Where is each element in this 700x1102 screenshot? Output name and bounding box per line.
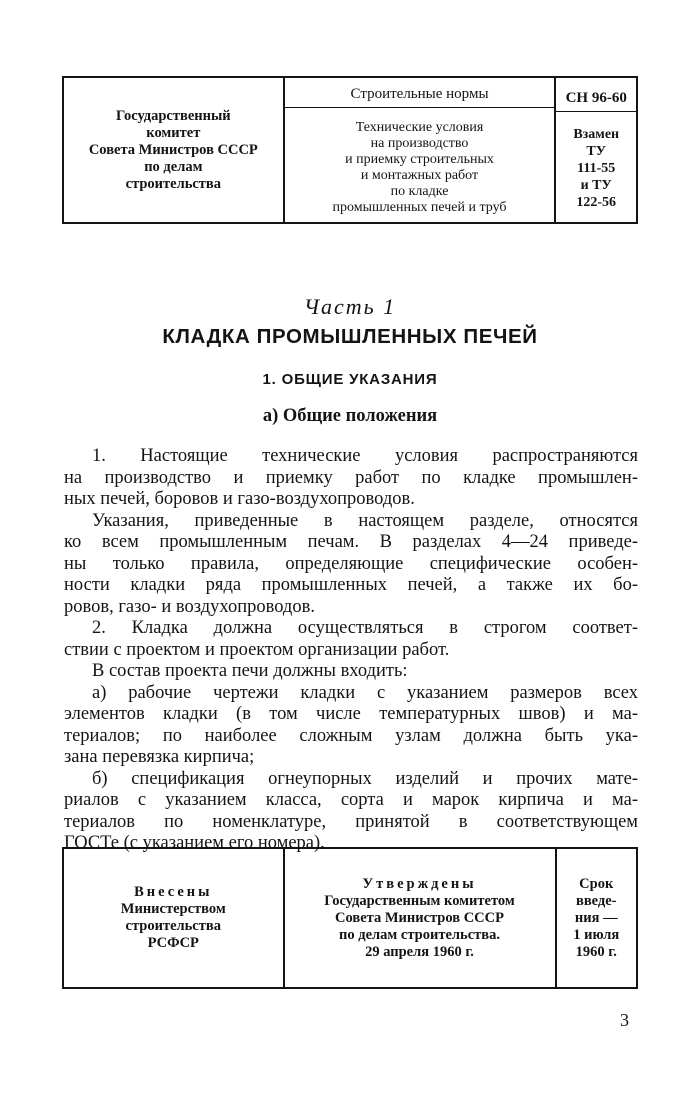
text-line: элементов кладки (в том числе температурных швов) и ма- — [64, 704, 638, 724]
text-line: б) спецификация огнеупорных изделий и прочих мате- — [92, 768, 638, 789]
part-title: КЛАДКА ПРОМЫШЛЕННЫХ ПЕЧЕЙ — [162, 325, 538, 348]
footer-table — [62, 847, 638, 989]
submitted-label: Внесены — [134, 884, 213, 900]
text-line: ны только правила, определяющие специфические особен- — [64, 553, 638, 574]
text-line: зана перевязка кирпича; — [64, 747, 255, 767]
text-line: 2. Кладка должна осуществляться в строгом соответ- — [92, 618, 638, 638]
text-line: ровов, газо- и воздухопроводов. — [64, 596, 315, 617]
category-label: Строительные нормы — [285, 81, 555, 108]
approved-by: Государственным комитетом Совета Министров СССР по делам строительства. 29 апреля 1960 г. — [324, 892, 515, 960]
text-line: риалов с указанием класса, сорта и марок кирпича и ма- — [64, 790, 638, 810]
code-cell — [555, 77, 637, 223]
submitted-by: Министерством строительства РСФСР — [120, 901, 226, 951]
text-line: ствии с проектом и проектом организации работ. — [64, 639, 450, 660]
subsection-title: а) Общие положения — [262, 406, 438, 426]
text-line: В состав проекта печи должны входить: — [92, 661, 408, 681]
approved-cell — [284, 848, 556, 988]
text-line: Указания, приведенные в настоящем разделе, относятся — [92, 510, 638, 531]
submitted-cell — [63, 848, 284, 988]
document-code: СН 96-60 — [556, 85, 636, 112]
header-table — [62, 76, 638, 224]
text-line: а) рабочие чертежи кладки с указанием размеров всех — [92, 682, 638, 703]
effective-cell — [556, 848, 638, 988]
page-number: 3 — [620, 1010, 629, 1030]
text-line: ГОСТе (с указанием его номера). — [64, 833, 325, 853]
effective-date: Срок введе- ния — 1 июля 1960 г. — [573, 875, 620, 960]
section-title: 1. ОБЩИЕ УКАЗАНИЯ — [262, 371, 438, 388]
issuer-text: Государственный комитет Совета Министров СССР по делам строительства — [88, 107, 258, 192]
body-text — [64, 446, 638, 855]
text-line: ко всем промышленным печам. В разделах 4—24 приведе- — [64, 532, 638, 552]
text-line: ных печей, боровов и газо-воздухопроводов. — [64, 489, 415, 509]
text-line: ности кладки ряда промышленных печей, а также их бо- — [64, 575, 638, 595]
text-line: на производство и приемку работ по кладке промышлен- — [64, 467, 638, 488]
approved-label: Утверждены — [362, 875, 477, 892]
text-line: 1. Настоящие технические условия распространяются — [92, 446, 638, 466]
issuer-cell — [63, 77, 284, 223]
part-label: Часть 1 — [303, 294, 397, 319]
title-cell — [284, 77, 556, 223]
replaces-text: Взамен ТУ 111-55 и ТУ 122-56 — [573, 127, 620, 210]
document-title: Технические условия на производство и приемку строительных и монтажных работ по кладке промышленных печей и труб — [332, 119, 507, 215]
text-line: териалов по номенклатуре, принятой в соответствующем — [64, 811, 638, 832]
text-line: териалов; по наиболее сложным узлам должна быть ука- — [64, 725, 638, 746]
